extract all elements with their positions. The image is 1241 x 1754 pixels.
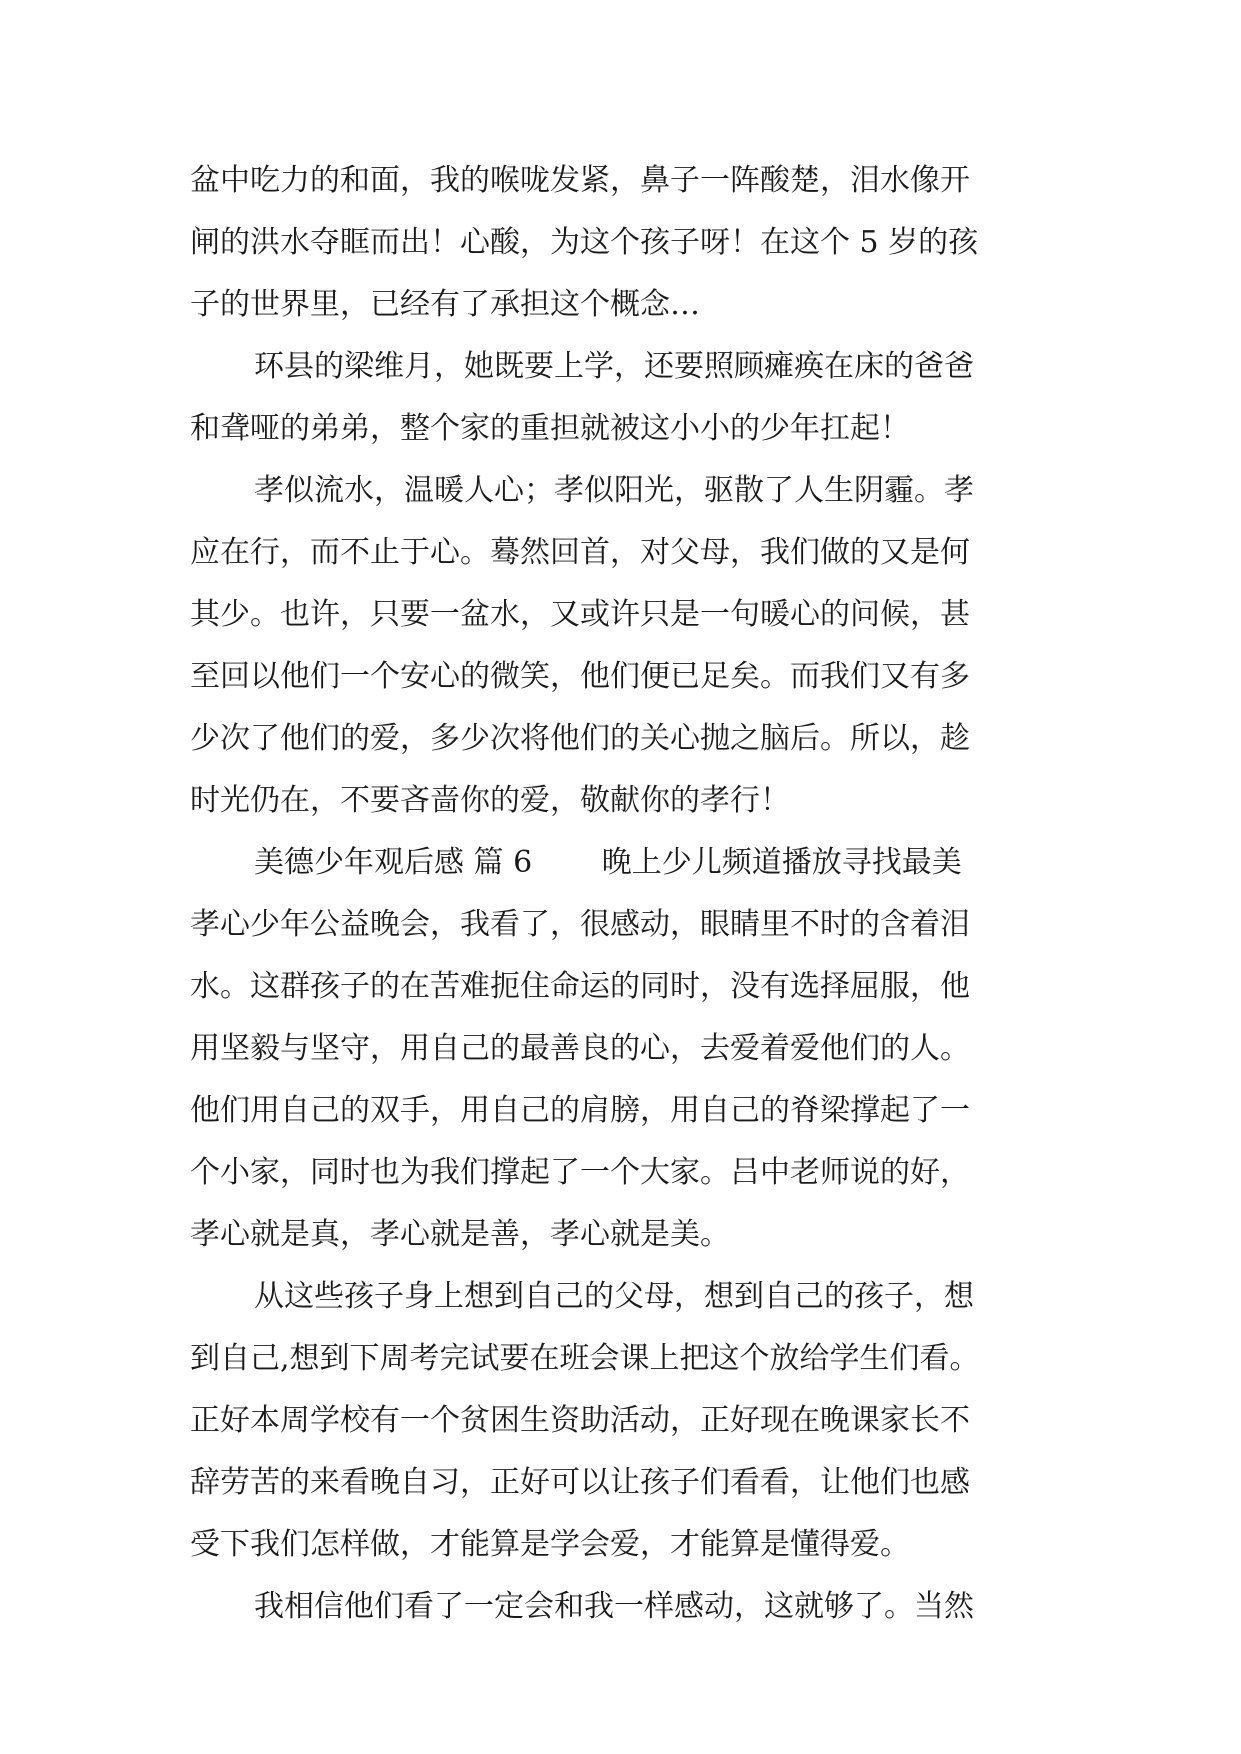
paragraph-start-line: 从这些孩子身上想到自己的父母，想到自己的孩子，想 [254, 1279, 974, 1314]
text-line: 子的世界里，已经有了承担这个概念… [190, 287, 700, 322]
text-line: 辞劳苦的来看晚自习，正好可以让孩子们看看，让他们也感 [190, 1465, 970, 1500]
body-text [190, 150, 1060, 1638]
text-line: 其少。也许，只要一盆水，又或许只是一句暖心的问候，甚 [190, 597, 970, 632]
text-line: 至回以他们一个安心的微笑，他们便已足矣。而我们又有多 [190, 659, 970, 694]
text-line: 和聋哑的弟弟，整个家的重担就被这小小的少年扛起！ [190, 411, 910, 446]
paragraph-start-line: 环县的梁维月，她既要上学，还要照顾瘫痪在床的爸爸 [254, 349, 974, 384]
text-line: 应在行，而不止于心。蓦然回首，对父母，我们做的又是何 [190, 535, 970, 570]
text-line: 受下我们怎样做，才能算是学会爱，才能算是懂得爱。 [190, 1527, 910, 1562]
text-line: 水。这群孩子的在苦难扼住命运的同时，没有选择屈服，他 [190, 969, 970, 1004]
text-line: 到自己,想到下周考完试要在班会课上把这个放给学生们看。 [190, 1341, 980, 1376]
paragraph-start-line: 孝似流水，温暖人心；孝似阳光，驱散了人生阴霾。孝 [254, 473, 974, 508]
text-line: 少次了他们的爱，多少次将他们的关心抛之脑后。所以，趁 [190, 721, 970, 756]
text-line: 闸的洪水夺眶而出！心酸，为这个孩子呀！在这个 5 岁的孩 [190, 225, 979, 260]
text-line: 正好本周学校有一个贫困生资助活动，正好现在晚课家长不 [190, 1403, 970, 1438]
text-line: 孝心少年公益晚会，我看了，很感动，眼睛里不时的含着泪 [190, 907, 970, 942]
text-line: 他们用自己的双手，用自己的肩膀，用自己的脊梁撑起了一 [190, 1093, 970, 1128]
text-line: 时光仍在，不要吝啬你的爱，敬献你的孝行！ [190, 783, 790, 818]
text-line: 用坚毅与坚守，用自己的最善良的心，去爱着爱他们的人。 [190, 1031, 970, 1066]
text-line: 盆中吃力的和面，我的喉咙发紧，鼻子一阵酸楚，泪水像开 [190, 163, 970, 198]
section-heading-line: 美德少年观后感 篇 6 晚上少儿频道播放寻找最美 [254, 845, 962, 880]
text-line: 个小家，同时也为我们撑起了一个大家。吕中老师说的好， [190, 1155, 970, 1190]
text-line: 孝心就是真，孝心就是善，孝心就是美。 [190, 1217, 730, 1252]
paragraph-start-line: 我相信他们看了一定会和我一样感动，这就够了。当然 [254, 1589, 974, 1624]
